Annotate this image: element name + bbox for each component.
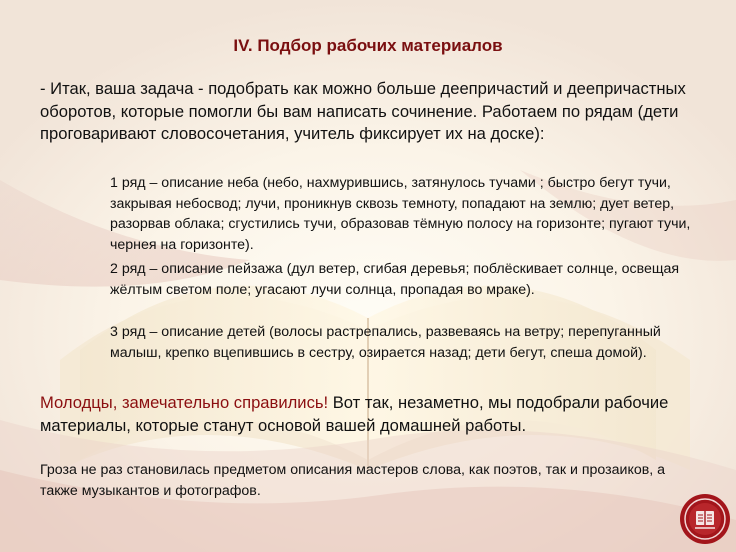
row-2-landscape-description: 2 ряд – описание пейзажа (дул ветер, сгибая деревья; поблёскивает солнце, освещая жёлтым светом поле; угасают лучи солнца, пропадая во мраке). [110, 261, 680, 298]
praise-paragraph [40, 392, 730, 437]
closing-paragraph: Гроза не раз становилась предметом описания мастеров слова, как поэтов, так и прозаиков, а также музыкантов и фотографов. [40, 462, 666, 499]
row-1-sky-description: 1 ряд – описание неба (небо, нахмурившись, затянулось тучами ; быстро бегут тучи, закрывая небосвод; лучи, проникнув сквозь темноту, попадают на землю; дует ветер, разорвав облака; сгустились тучи, образовав тёмную полосу на горизонте; пугают тучи, чернея на горизонте). [110, 175, 691, 253]
praise-text: Вот так, незаметно, мы подобрали рабочие материалы, которые станут основой вашей домашней работы. [40, 393, 669, 435]
school-emblem-icon [678, 492, 732, 546]
praise-highlight: Молодцы, замечательно справились! [40, 393, 333, 412]
intro-paragraph: - Итак, ваша задача - подобрать как можно больше деепричастий и деепричастных оборотов, которые помогли бы вам написать сочинение. Работаем по рядам (дети проговаривают словосочетания, учитель фиксирует их на доске): [40, 79, 686, 143]
slide-title: IV. Подбор рабочих материалов [233, 36, 503, 55]
row-3-children-description: 3 ряд – описание детей (волосы растрепались, развеваясь на ветру; перепуганный малыш, крепко вцепившись в сестру, озирается назад; дети бегут, спеша домой). [110, 324, 661, 361]
